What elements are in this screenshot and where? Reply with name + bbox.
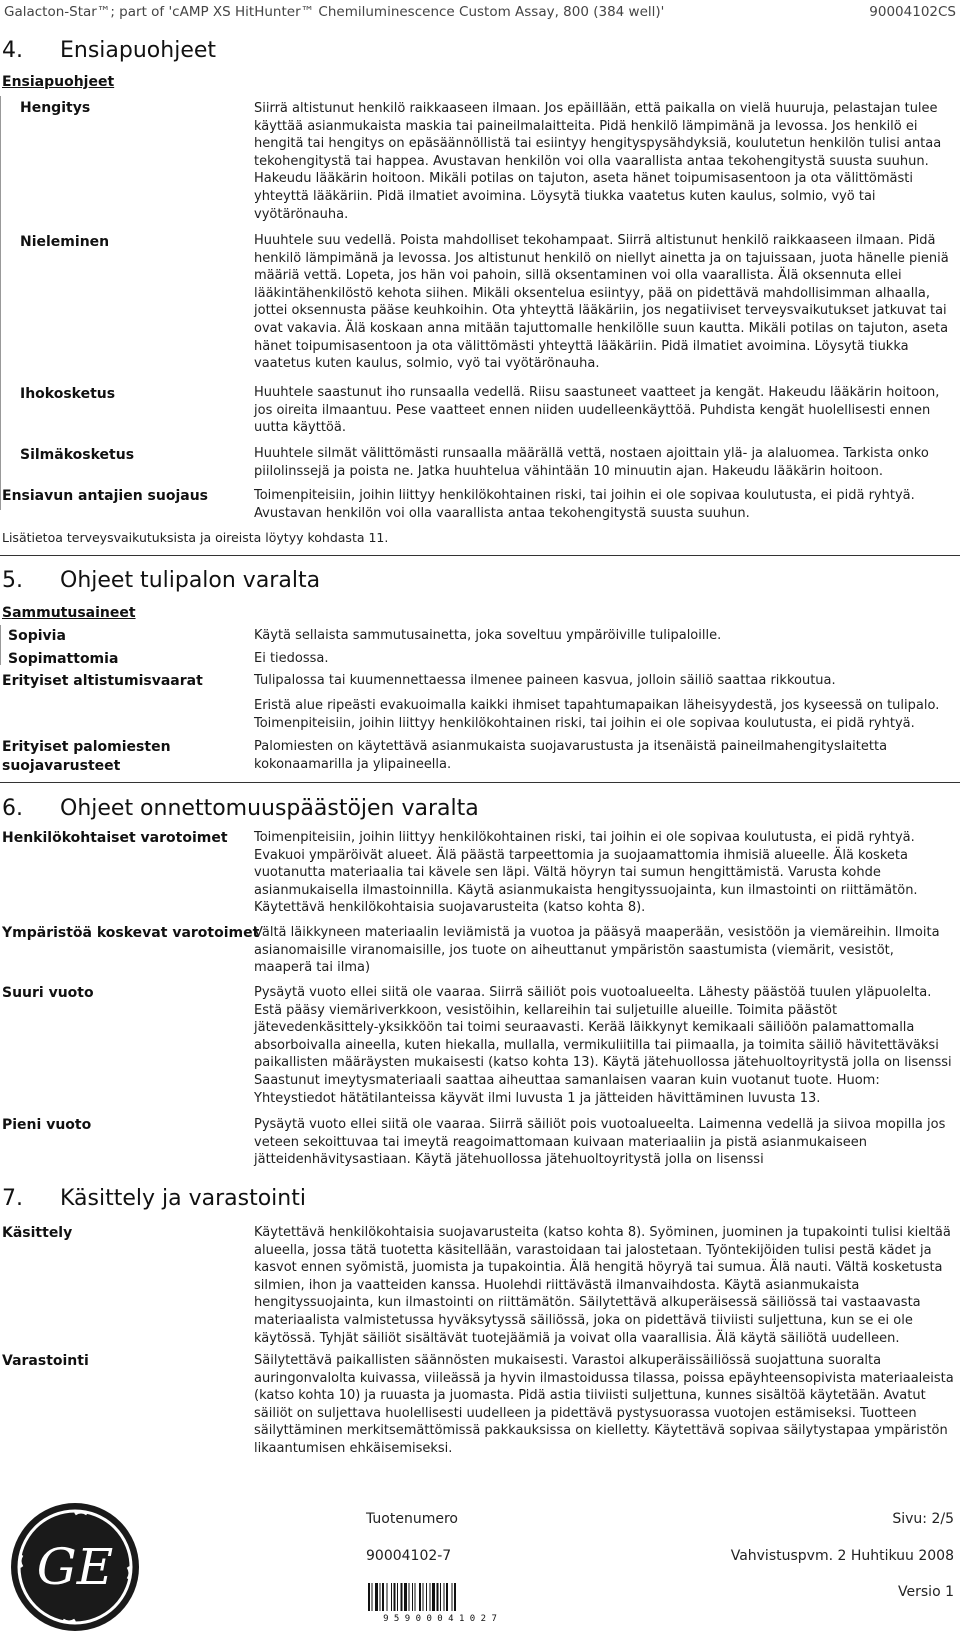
document-title: Galacton-Star™; part of 'cAMP XS HitHunter™ Chemiluminescence Custom Assay, 800 (384 well)' [4,4,665,20]
document-code: 90004102CS [869,4,956,20]
page-indicator: Sivu: 2/5 [892,1511,954,1527]
label-erityiset-altistumisvaarat: Erityiset altistumisvaarat [2,673,203,689]
label-ensiavun-antajien-suojaus: Ensiavun antajien suojaus [2,488,208,504]
section-7-heading: 7. Käsittely ja varastointi [2,1186,306,1211]
product-number: 90004102-7 [366,1548,452,1564]
text-erityiset-altistumisvaarat: Tulipalossa tai kuumennettaessa ilmenee paineen kasvua, jolloin säiliö saattaa rikkoutua. [254,673,836,688]
section-divider [0,555,960,556]
text-sopimattomia: Ei tiedossa. [254,651,329,666]
text-palomiesten-suojavarusteet: Palomiesten on käytettävä asianmukaista suojavarustusta ja itsenäistä paineilmahengityslaitetta kokonaamarilla ja ylipaineella. [254,739,888,772]
section-4-subheading: Ensiapuohjeet [2,74,115,90]
label-palomiesten-suojavarusteet: Erityiset palomiesten suojavarusteet [2,739,171,774]
label-varastointi: Varastointi [2,1353,89,1369]
text-nieleminen: Huuhtele suu vedellä. Poista mahdolliset tekohampaat. Siirrä altistunut henkilö raikkaaseen ilmaan. Pidä henkilö lämpimänä ja levossa. Jos altistunut henkilö on niellyt ainetta ja on tajuissaan, juota hänelle pieniä määriä vettä. Lopeta, jos hän voi pahoin, sillä oksentaminen voi olla vaarallista. Älä oksennuta ellei lääkintähenkilöstö kehota siihen. Mikäli oksentelua esiintyy, pää on pidettävä mahdollisimman alhaalla, jottei oksennusta pääse keuhkoihin. Ota yhteyttä lääkäriin, jos negatiiviset terveysvaikutukset jatkuvat tai ovat vakavia. Älä koskaan anna mitään tajuttomalle henkilölle suun kautta. Mikäli potilas on tajuton, aseta hänet toipumisasentoon ja ota välittömästi yhteyttä lääkäriin. Pidä ilmatiet avoimina. Löysytä tiukka vaatetus kuten kaulus, solmio, vyö tai vyötärönauha. [254,233,949,372]
section-5-subheading: Sammutusaineet [2,605,136,621]
label-ymparistoa-koskevat-varotoimet: Ympäristöä koskevat varotoimet [2,925,260,941]
label-sopimattomia: Sopimattomia [8,651,119,667]
text-kasittely: Käytettävä henkilökohtaisia suojavarusteita (katso kohta 8). Syöminen, juominen ja tupakointi tulisi kieltää alueella, jossa tätä tuotetta käsitellään, varastoidaan tai jalostetaan. Työntekijöiden tulisi pestä kädet ja kasvot ennen syömistä, juomista ja tupakointia. Älä hengitä höyryä tai sumua. Älä nauti. Vältä kosketusta silmien, ihon ja vaatteiden kanssa. Huolehdi riittävästä ilmanvaihdosta. Käytä asianmukaista hengityssuojainta, kun ilmastointi on riittämätön. Säilytettävä alkuperäisessä säiliössä tai vastaavasta materiaalista valmistetussa hyväksytyssä säiliössä, joka on pidettävä tiiviisti suljettuna, kun se ei ole käytössä. Tyhjät säiliöt sisältävät tuotejäämiä ja voivat olla vaarallisia. Älä käytä säiliötä uudelleen. [254,1225,951,1346]
text-henkilokohtaiset-varotoimet: Toimenpiteisiin, joihin liittyy henkilökohtainen riski, tai joihin ei ole sopivaa koulutusta, ei pidä ryhtyä. Evakuoi ympäröivät alueet. Älä päästä tarpeettomia ja suojaamattomia ihmisiä alueelle. Älä kosketa vuotanutta materiaalia tai kävele sen läpi. Vältä höyryn tai sumun hengittämistä. Varusta kohde asianmukaisella ilmastoinnilla. Käytä asianmukaista hengityssuojainta, kun ilmastointi on riittämätön. Käytettävä henkilökohtaisia suojavarusteita (katso kohta 8). [254,830,918,916]
label-silmakosketus: Silmäkosketus [20,447,135,463]
version-label: Versio 1 [898,1584,954,1600]
text-ymparistoa-koskevat-varotoimet: Vältä läikkyneen materiaalin leviämistä ja vuotoa ja pääsyä maaperään, vesistöön ja viemäreihin. Ilmoita asianomaisille viranomaisille, jos tuote on aiheuttanut ympäristön saastumista (viemärit, vesistöt, maaperä tai ilma) [254,925,940,976]
section-5-table-border [0,625,1,665]
label-sopivia: Sopivia [8,628,66,644]
approval-date: Vahvistuspvm. 2 Huhtikuu 2008 [730,1548,954,1564]
section-4-note: Lisätietoa terveysvaikutuksista ja oireista löytyy kohdasta 11. [2,530,389,545]
text-eristys: Eristä alue ripeästi evakuoimalla kaikki ihmiset tapahtumapaikan läheisyydestä, jos kyseessä on tulipalo. Toimenpiteisiin, joihin liittyy henkilökohtainen riski, tai joihin ei ole sopivaa koulutusta, ei pidä ryhtyä. [254,698,940,731]
page-header [0,0,960,30]
section-5-heading: 5. Ohjeet tulipalon varalta [2,568,321,593]
text-varastointi: Säilytettävä paikallisten säännösten mukaisesti. Varastoi alkuperäissäiliössä suojattuna suoralta auringonvalolta kuivassa, viileässä ja hyvin ilmastoidussa tilassa, poissa epäyhteensopivista materiaaleista (katso kohta 10) ja ruuasta ja juomasta. Pidä astia tiiviisti suljettuna, kunnes sisältöä käytetään. Avatut säiliöt on suljettava huolellisesti uudelleen ja pidettävä pystysuorassa vuotojen estämiseksi. Tuotteen säilyttäminen merkitsemättömissä pakkauksissa on kielletty. Käytettävä sopivaa säilytystapaa ympäristön likaantumisen ehkäisemiseksi. [254,1353,954,1456]
label-suuri-vuoto: Suuri vuoto [2,985,94,1001]
text-silmakosketus: Huuhtele silmät välittömästi runsaalla määrällä vettä, nostaen ajoittain ylä- ja alaluomea. Tarkista onko piilolinssejä ja poista ne. Jatka huuhtelua vähintään 10 minuutin ajan. Hakeudu lääkärin hoitoon. [254,446,929,479]
label-nieleminen: Nieleminen [20,234,110,250]
text-sopivia: Käytä sellaista sammutusainetta, joka soveltuu ympäröiville tulipaloille. [254,628,722,643]
label-pieni-vuoto: Pieni vuoto [2,1117,92,1133]
label-hengitys: Hengitys [20,100,91,116]
label-henkilokohtaiset-varotoimet: Henkilökohtaiset varotoimet [2,830,228,846]
ge-logo-text: GE [36,1538,114,1596]
section-4-table-border [0,96,1,510]
text-ensiavun-antajien-suojaus: Toimenpiteisiin, joihin liittyy henkilökohtainen riski, tai joihin ei ole sopivaa koulutusta, ei pidä ryhtyä. Avustavan henkilön voi olla vaarallista antaa tekohengitystä suusta suuhun. [254,488,915,521]
text-pieni-vuoto: Pysäytä vuoto ellei siitä ole vaaraa. Siirrä säiliöt pois vuotoalueelta. Laimenna vedellä ja siivoa mopilla jos veteen sekoittuvaa tai imeytä reagoimattomaan kuivaan materiaaliin ja pistä asianmukaiseen jätteidenhävitysastiaan. Käytä jätehuollossa jätehuoltoyritystä jolla on lisenssi [254,1117,946,1168]
barcode-digits: 9 5 9 0 0 0 4 1 0 2 7 [383,1614,497,1623]
text-ihokosketus: Huuhtele saastunut iho runsaalla vedellä. Riisu saastuneet vaatteet ja kengät. Hakeudu lääkärin hoitoon, jos oireita ilmaantuu. Pese vaatteet ennen niiden uudelleenkäyttöä. Puhdista kengät huolellisesti ennen uutta käyttöä. [254,385,940,436]
product-number-label: Tuotenumero [366,1511,458,1527]
barcode-icon [366,1583,514,1623]
ge-logo-icon [8,1500,142,1634]
section-6-heading: 6. Ohjeet onnettomuuspäästöjen varalta [2,796,479,821]
label-ihokosketus: Ihokosketus [20,386,116,402]
text-hengitys: Siirrä altistunut henkilö raikkaaseen ilmaan. Jos epäillään, että paikalla on vielä huuruja, pelastajan tulee käyttää asianmukaista maskia tai paineilmalaitteita. Pidä henkilö lämpimänä ja levossa. Jos henkilö ei hengitä tai hengitys on epäsäännöllistä tai esiintyy hengityspysähdyksiä, koulutetun henkilön tulisi antaa tekohengitystä tai happea. Avustavan henkilön voi olla vaarallista antaa tekohengitystä suusta suuhun. Hakeudu lääkärin hoitoon. Mikäli potilas on tajuton, aseta hänet toipumisasentoon ja ota välittömästi yhteyttä lääkäriin. Pidä ilmatiet avoimina. Löysytä tiukka vaatetus kuten kaulus, solmio, vyö tai vyötärönauha. [254,101,942,222]
section-4-heading: 4. Ensiapuohjeet [2,38,217,63]
text-suuri-vuoto: Pysäytä vuoto ellei siitä ole vaaraa. Siirrä säiliöt pois vuotoalueelta. Lähesty päästöä tuulen yläpuolelta. Estä pääsy viemäriverkkoon, vesistöihin, kellareihin tai suljetuille alueille. Toimita päästöt jätevedenkäsittely-yksikköön tai toimi seuraavasti. Kerää läikkynyt kemikaali säiliöön palamattomalla absorboivalla aineella, kuten hiekalla, mullalla, vermikuliitilla tai piimaalla, ja toimita säiliö hävitettäväksi paikallisten määräysten mukaisesti (katso kohta 13). Käytä jätehuollossa jätehuoltoyritystä jolla on lisenssi Saastunut imeytysmateriaali saattaa aiheuttaa samanlaisen vaaran kuin vuotanut tuote. Huom: Yhteystiedot hätätilanteissa käyvät ilmi luvusta 1 ja jätteiden hävittäminen luvusta 13. [254,985,952,1106]
label-kasittely: Käsittely [2,1225,73,1241]
section-divider [0,782,960,783]
